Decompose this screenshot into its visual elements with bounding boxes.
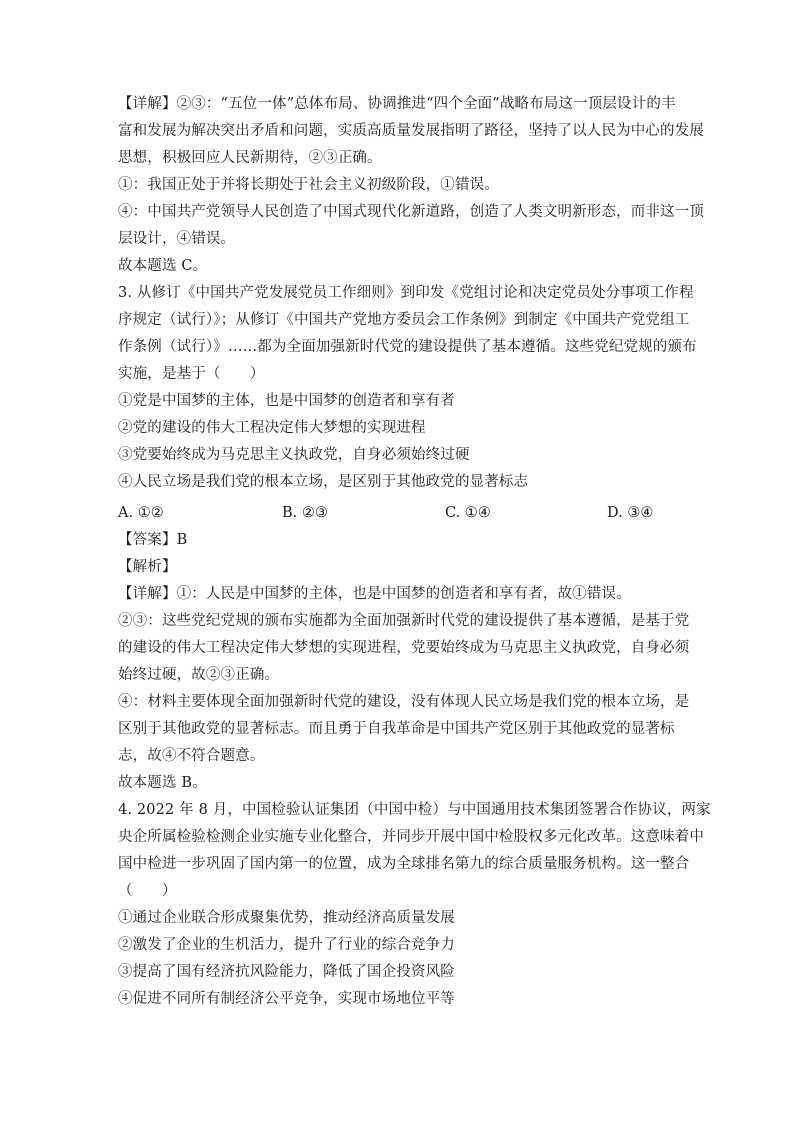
text-line: 始终过硬，故②③正确。 xyxy=(118,667,280,683)
question-4-stem: 国中检进一步巩固了国内第一的位置，成为全球排名第九的综合质量服务机构。这一整合 xyxy=(118,856,690,872)
analysis-label: 【解析】 xyxy=(118,559,177,575)
option-c: C. ①④ xyxy=(445,505,491,521)
question-3-stem: 序规定（试行）》；从修订《中国共产党地方委员会工作条例》到制定《中国共产党党组工 xyxy=(118,312,690,328)
text-line: 志，故④不符合题意。 xyxy=(118,748,265,764)
statement-item: ③党要始终成为马克思主义执政党，自身必须始终过硬 xyxy=(118,447,470,463)
text-line: ④：中国共产党领导人民创造了中国式现代化新道路，创造了人类文明新形态，而非这一顶 xyxy=(118,204,704,220)
statement-item: ①党是中国梦的主体，也是中国梦的创造者和享有者 xyxy=(118,393,455,409)
text-line: 富和发展为解决突出矛盾和问题，实质高质量发展指明了路径，坚持了以人民为中心的发展 xyxy=(118,123,704,139)
question-3-stem: 作条例（试行）》……都为全面加强新时代党的建设提供了基本遵循。这些党纪党规的颁布 xyxy=(118,339,697,355)
statement-item: ④促进不同所有制经济公平竞争，实现市场地位平等 xyxy=(118,991,455,1007)
text-line: ②③：这些党纪党规的颁布实施都为全面加强新时代党的建设提供了基本遵循，是基于党 xyxy=(118,613,690,629)
question-4-stem: 央企所属检验检测企业实施专业化整合，并同步开展中国中检股权多元化改革。这意味着中 xyxy=(118,829,704,845)
question-4-stem: （ ） xyxy=(118,883,177,899)
text-line: ④：材料主要体现全面加强新时代党的建设，没有体现人民立场是我们党的根本立场，是 xyxy=(118,694,690,710)
question-3-stem: 实施，是基于（ ） xyxy=(118,366,265,382)
text-line: 的建设的伟大工程决定伟大梦想的实现进程，党要始终成为马克思主义执政党，自身必须 xyxy=(118,640,690,656)
answer-conclusion: 故本题选 B。 xyxy=(118,775,207,791)
option-d: D. ③④ xyxy=(607,505,654,521)
text-line: 【详解】①：人民是中国梦的主体，也是中国梦的创造者和享有者，故①错误。 xyxy=(118,586,631,602)
answer-conclusion: 故本题选 C。 xyxy=(118,258,208,274)
option-b: B. ②③ xyxy=(282,505,328,521)
option-a: A. ①② xyxy=(118,505,164,521)
statement-item: ①通过企业联合形成聚集优势，推动经济高质量发展 xyxy=(118,910,455,926)
question-4-stem: 4. 2022 年 8 月，中国检验认证集团（中国中检）与中国通用技术集团签署合作协议，两家 xyxy=(118,802,711,818)
answer-label: 【答案】B xyxy=(118,532,188,548)
text-line: ①：我国正处于并将长期处于社会主义初级阶段，①错误。 xyxy=(118,177,499,193)
statement-item: ②激发了企业的生机活力，提升了行业的综合竞争力 xyxy=(118,937,455,953)
statement-item: ④人民立场是我们党的根本立场，是区别于其他政党的显著标志 xyxy=(118,474,529,490)
text-line: 区别于其他政党的显著标志。而且勇于自我革命是中国共产党区别于其他政党的显著标 xyxy=(118,721,675,737)
statement-item: ②党的建设的伟大工程决定伟大梦想的实现进程 xyxy=(118,420,426,436)
text-line: 层设计，④错误。 xyxy=(118,231,236,247)
text-line: 思想，积极回应人民新期待，②③正确。 xyxy=(118,150,382,166)
question-3-stem: 3. 从修订《中国共产党发展党员工作细则》到印发《党组讨论和决定党员处分事项工作程 xyxy=(118,285,694,301)
text-line: 【详解】②③：“五位一体”总体布局、协调推进“四个全面”战略布局这一顶层设计的丰 xyxy=(118,96,676,112)
statement-item: ③提高了国有经济抗风险能力，降低了国企投资风险 xyxy=(118,964,455,980)
